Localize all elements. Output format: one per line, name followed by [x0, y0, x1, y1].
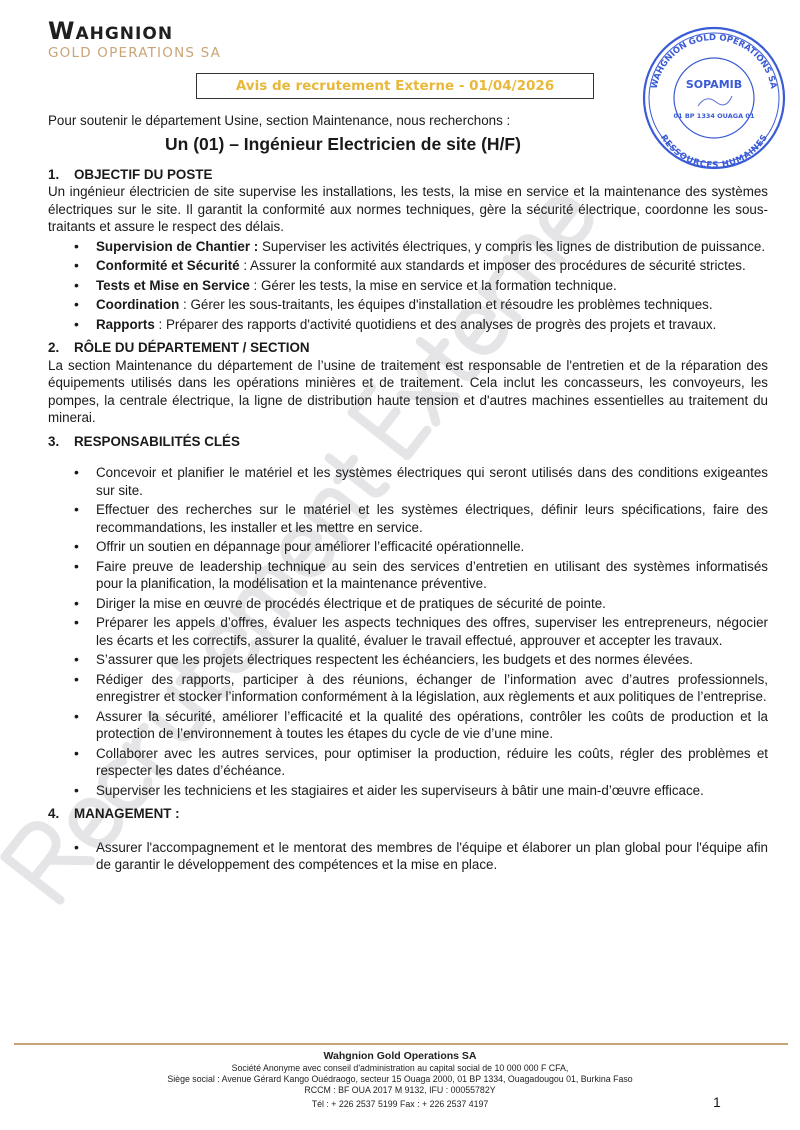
section-heading-objectif: [48, 166, 768, 184]
list-item: • Collaborer avec les autres services, pour optimiser la production, réduire les coûts, régler des problèmes et respecter les dates d’échéance.: [96, 745, 768, 780]
list-item: • Offrir un soutien en dépannage pour améliorer l’efficacité opérationnelle.: [96, 538, 768, 556]
footer-line-2: Siège social : Avenue Gérard Kango Ouédraogo, secteur 15 Ouaga 2000, 01 BP 1334, Ouagadougou 01, Burkina Faso: [167, 1074, 633, 1084]
company-logo: [48, 18, 221, 61]
item-label: Tests et Mise en Service: [96, 277, 250, 293]
list-item: • Effectuer des recherches sur le matériel et les systèmes électriques, définir leurs spécifications, faire des recommandations, les installer et les mettre en service.: [96, 501, 768, 536]
list-item: [96, 296, 768, 314]
list-item: • Superviser les techniciens et les stagiaires et aider les superviseurs à bâtir une main-d’œuvre efficace.: [96, 782, 768, 800]
intro-text: Pour soutenir le département Usine, section Maintenance, nous recherchons :: [48, 113, 511, 128]
list-item: • Faire preuve de leadership technique au sein des services d’entretien en utilisant des systèmes informatisés pour la planification, la modélisation et la maintenance préventive.: [96, 558, 768, 593]
list-item: • Préparer les appels d’offres, évaluer les aspects techniques des offres, superviser les entrepreneurs, négocier les écarts et les correctifs, assurer la qualité, évaluer le travail effectué, approuver et accepter les travaux.: [96, 614, 768, 649]
list-item: • Diriger la mise en œuvre de procédés électrique et de pratiques de sécurité de pointe.: [96, 595, 768, 613]
section-number: 3.: [48, 433, 60, 449]
list-item: • Rédiger des rapports, participer à des réunions, échanger de l’information avec d’autres professionnels, enregistrer et stocker l’information conformément à la législation, aux règlements et aux politiques de l’entreprise.: [96, 671, 768, 706]
logo-brand: Wahgnion: [48, 17, 174, 45]
section-title: RESPONSABILITÉS CLÉS: [74, 433, 240, 449]
item-text: : Gérer les tests, la mise en service et la formation technique.: [249, 277, 617, 293]
list-item: • Assurer l'accompagnement et le mentorat des membres de l'équipe et élaborer un plan global pour l'équipe afin de garantir le développement des compétences et la mise en place.: [96, 839, 768, 874]
list-item: [96, 316, 768, 334]
management-list: [48, 839, 768, 874]
stamp-lower-text: RESSOURCES HUMAINES: [658, 133, 770, 170]
footer-line-3: RCCM : BF OUA 2017 M 9132, IFU : 00055782Y: [304, 1085, 496, 1095]
section-title: RÔLE DU DÉPARTEMENT / SECTION: [74, 340, 310, 355]
list-item: [96, 257, 768, 275]
document-body: [48, 112, 768, 876]
section-title: MANAGEMENT :: [74, 806, 180, 821]
item-text: : Assurer la conformité aux standards et imposer des procédures de sécurité strictes.: [239, 258, 746, 273]
item-label: Conformité et Sécurité: [96, 258, 240, 273]
signature-scribble: [698, 96, 732, 106]
list-item: • Concevoir et planifier le matériel et les systèmes électriques qui seront utilisés dans des conditions exigeantes sur site.: [96, 464, 768, 499]
section-heading-role: [48, 339, 768, 357]
notice-title-box: [196, 73, 594, 99]
job-title: Un (01) – Ingénieur Electricien de site (H/F): [165, 133, 521, 154]
section-number: 4.: [48, 806, 60, 821]
footer-company: Wahgnion Gold Operations SA: [323, 1050, 477, 1062]
responsabilites-list: [48, 464, 768, 799]
objectif-list: [48, 238, 768, 334]
section-title: OBJECTIF DU POSTE: [74, 166, 213, 182]
list-item: [96, 238, 768, 256]
section-heading-management: [48, 805, 768, 823]
section-heading-responsabilites: [48, 433, 768, 451]
section-paragraph: La section Maintenance du département de l’usine de traitement est responsable de l'entretien et de la réparation des équipements utilisés dans les opérations minières et de traitement. Cela inclut les concasseurs, les convoyeurs, les pompes, la centrale électrique, la ligne de distribution haute tension et d'autres machines essentielles au traitement du minerai.: [48, 357, 768, 425]
section-number: 1.: [48, 166, 60, 182]
page-footer: [0, 1050, 800, 1110]
section-number: 2.: [48, 340, 60, 355]
item-text: : Gérer les sous-traitants, les équipes d'installation et résoudre les problèmes techniques.: [179, 297, 713, 312]
stamp-inner-top: SOPAMIB: [685, 78, 743, 91]
list-item: • S’assurer que les projets électriques respectent les échéanciers, les budgets et des normes élevées.: [96, 651, 768, 669]
job-title-row: [48, 130, 638, 160]
logo-subtitle: GOLD OPERATIONS SA: [48, 45, 222, 61]
stamp-inner-bottom: 01 BP 1334 OUAGA 01: [673, 112, 755, 120]
footer-contact: Tél : + 226 2537 5199 Fax : + 226 2537 4197: [311, 1099, 489, 1109]
footer-divider: [14, 1043, 788, 1045]
footer-line-1: Société Anonyme avec conseil d'administration au capital social de 10 000 000 F CFA,: [231, 1063, 569, 1073]
section-paragraph: Un ingénieur électricien de site supervise les installations, les tests, la mise en service et la maintenance des systèmes électriques sur le site. Il garantit la conformité aux normes techniques, gère la sécurité électrique, coordonne les sous-traitants et assure le respect des délais.: [48, 184, 768, 234]
stamp-outer-text: WAHGNION GOLD OPERATIONS SA: [649, 32, 779, 90]
item-label: Supervision de Chantier :: [96, 238, 259, 254]
notice-title: Avis de recrutement Externe - 01/04/2026: [235, 78, 555, 94]
item-label: Rapports: [96, 316, 155, 332]
list-item: • Assurer la sécurité, améliorer l’efficacité et la qualité des opérations, contrôler les coûts de production et la protection de l’environnement à toutes les étapes du cycle de vie d’une mine.: [96, 708, 768, 743]
item-text: : Préparer des rapports d'activité quotidiens et des analyses de progrès des projets et travaux.: [154, 316, 717, 332]
list-item: [96, 277, 768, 295]
item-text: Superviser les activités électriques, y compris les lignes de distribution de puissance.: [258, 238, 766, 254]
item-label: Coordination: [96, 297, 180, 312]
page-number: 1: [713, 1094, 721, 1110]
